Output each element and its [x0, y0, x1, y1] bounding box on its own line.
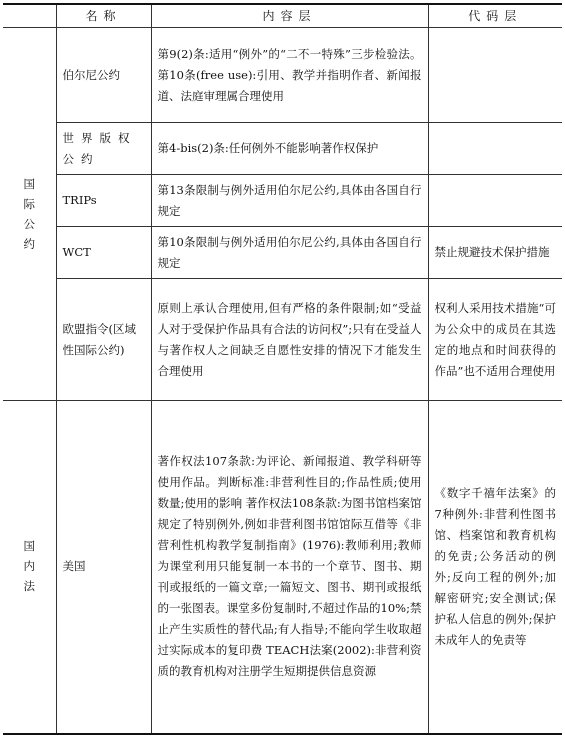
header-row	[3, 4, 562, 28]
group-international	[3, 28, 56, 401]
row-name: 伯尔尼公约	[56, 28, 151, 123]
table-row	[3, 401, 562, 734]
row-code	[428, 123, 562, 175]
group-domestic	[3, 401, 56, 734]
row-code	[428, 28, 562, 123]
row-name: 世界版权公约	[56, 123, 151, 175]
header-group	[3, 4, 56, 28]
row-name: 欧盟指令(区域性国际公约)	[56, 279, 151, 401]
row-content: 第4-bis(2)条:任何例外不能影响著作权保护	[151, 123, 428, 175]
row-content: 原则上承认合理使用,但有严格的条件限制;如“受益人对于受保护作品具有合法的访问权”;只有在受益人与著作权人之间缺乏自愿性安排的情况下才能发生合理使用	[151, 279, 428, 401]
row-code: 《数字千禧年法案》的7种例外:非营利性图书馆、档案馆和教育机构的免责;公务活动的例外;反向工程的例外;加解密研究;安全测试;保护私人信息的例外;保护未成年人的免责等	[428, 401, 562, 734]
row-name: TRIPs	[56, 175, 151, 227]
group-international-label: 国际公约	[23, 176, 35, 251]
row-content: 第9(2)条:适用“例外”的“二不一特殊”三步检验法。第10条(free use):引用、教学并指明作者、新闻报道、法庭审理属合理使用	[151, 28, 428, 123]
row-code	[428, 175, 562, 227]
row-content: 第13条限制与例外适用伯尔尼公约,具体由各国自行规定	[151, 175, 428, 227]
table-row	[3, 175, 562, 227]
copyright-exceptions-table	[3, 3, 562, 735]
header-name: 名称	[56, 4, 151, 28]
header-content-layer: 内容层	[151, 4, 428, 28]
row-code: 权利人采用技术措施“可为公众中的成员在其选定的地点和时间获得的作品”也不适用合理使用	[428, 279, 562, 401]
table-row	[3, 28, 562, 123]
row-name: 美国	[56, 401, 151, 734]
row-name: WCT	[56, 227, 151, 279]
row-content: 第10条限制与例外适用伯尔尼公约,具体由各国自行规定	[151, 227, 428, 279]
table-row	[3, 279, 562, 401]
header-code-layer: 代码层	[428, 4, 562, 28]
row-code: 禁止规避技术保护措施	[428, 227, 562, 279]
table-row	[3, 227, 562, 279]
group-domestic-label: 国内法	[23, 539, 35, 594]
row-content: 著作权法107条款:为评论、新闻报道、教学科研等使用作品。判断标准:非营利性目的;作品性质;使用数量;使用的影响 著作权法108条款:为图书馆档案馆规定了特别例外,例如非营利图书馆馆际互借等《非营利性机构教学复制指南》(1976):教师利用;教师为课堂利用只能复制一本书的一个章节、图书、期刊或报纸的一篇文章;一篇短文、图书、期刊或报纸的一张图表。课堂多份复制时,不超过作品的10%;禁止产生实质性的替代品;有人指导;不能向学生收取超过实际成本的复印费 TEACH法案(2002):非营利资质的教育机构对注册学生短期提供信息资源	[151, 401, 428, 734]
table-row	[3, 123, 562, 175]
